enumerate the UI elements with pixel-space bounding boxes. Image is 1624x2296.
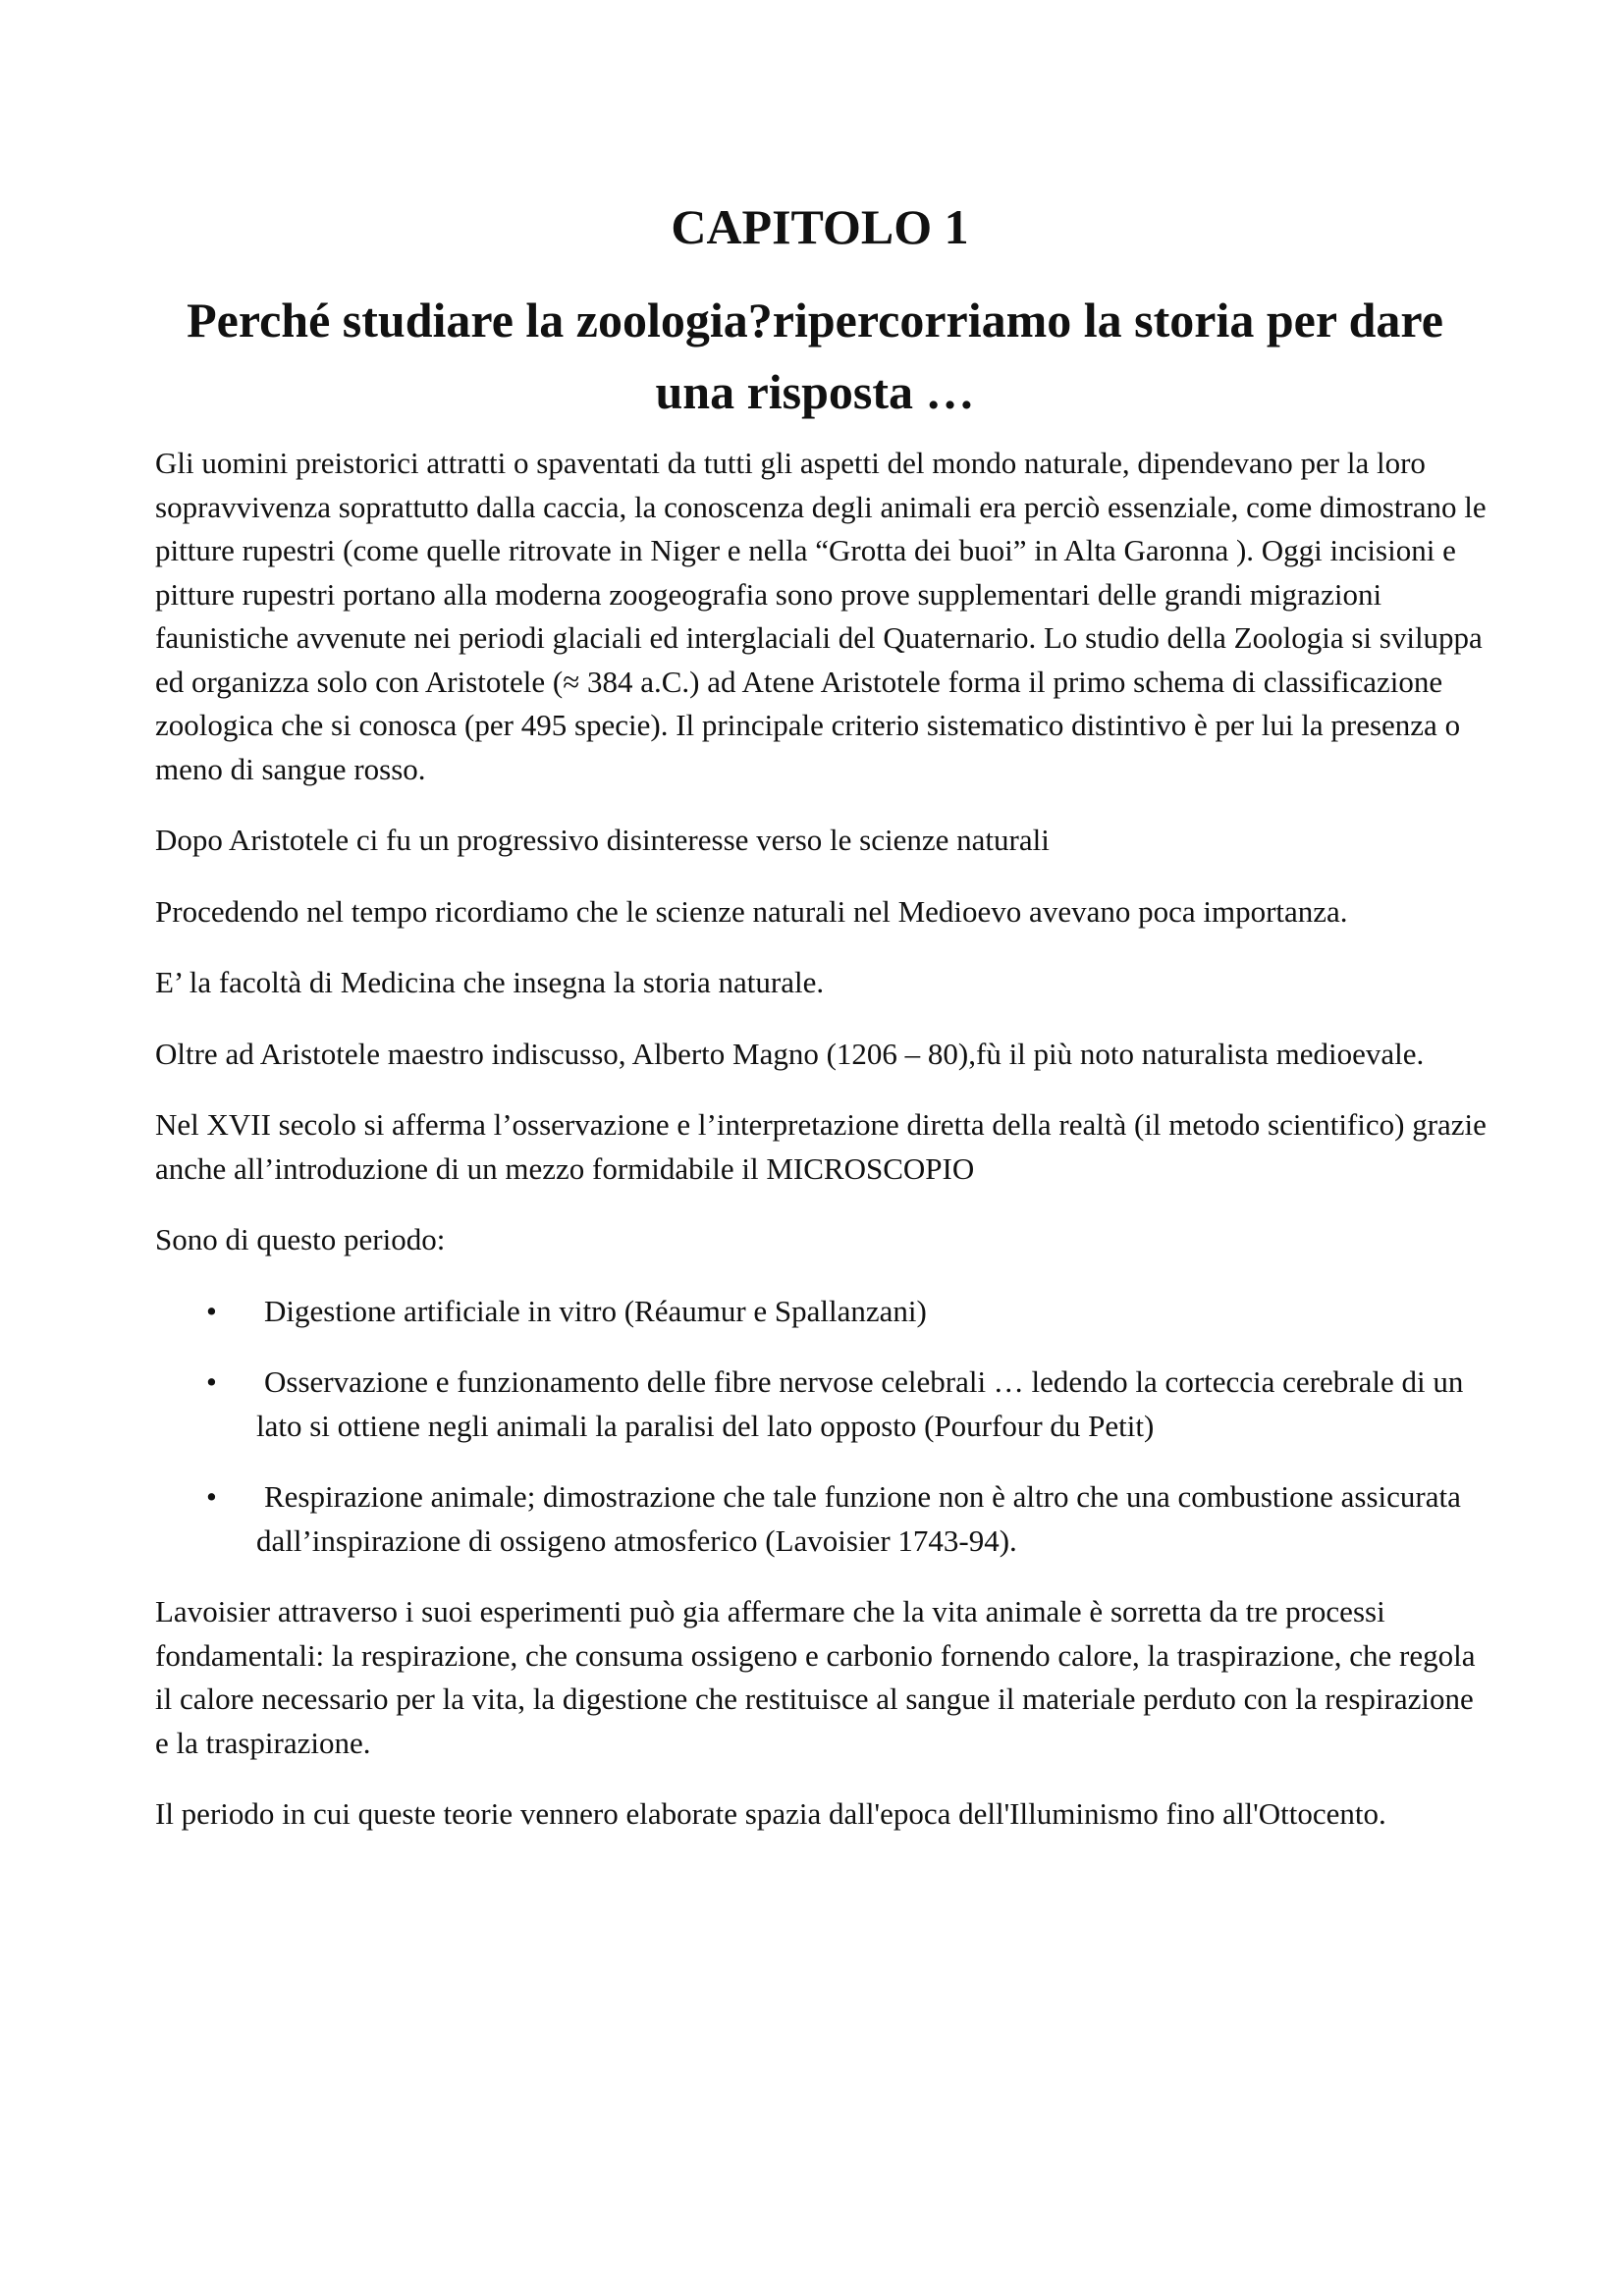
document-body — [155, 442, 1490, 1864]
bullet-icon: • — [206, 1293, 217, 1328]
list-intro: Sono di questo periodo: — [155, 1222, 446, 1256]
paragraph-intro: Gli uomini preistorici attratti o spaventati da tutti gli aspetti del mondo naturale, dipendevano per la loro sopravvivenza soprattutto dalla caccia, la conoscenza degli animali era perciò essenziale, come dimostrano le pitture rupestri (come quelle ritrovate in Niger e nella “Grotta dei buoi” in Alta Garonna ). Oggi incisioni e pitture rupestri portano alla moderna zoogeografia sono prove supplementari delle grandi migrazioni faunistiche avvenute nei periodi glaciali ed interglaciali del Quaternario. Lo studio della Zoologia si sviluppa ed organizza solo con Aristotele (≈ 384 a.C.) ad Atene Aristotele forma il primo schema di classificazione zoologica che si conosca (per 495 specie). Il principale criterio sistematico distintivo è per lui la presenza o meno di sangue rosso. — [155, 446, 1487, 786]
list-item — [155, 1475, 1490, 1563]
bullet-icon: • — [206, 1364, 217, 1399]
paragraph: Oltre ad Aristotele maestro indiscusso, Alberto Magno (1206 – 80),fù il più noto naturalista medioevale. — [155, 1036, 1425, 1071]
list-item-text: Osservazione e funzionamento delle fibre nervose celebrali … ledendo la corteccia cerebrale di un lato si ottiene negli animali la paralisi del lato opposto (Pourfour du Petit) — [256, 1364, 1464, 1443]
list-item — [155, 1290, 1490, 1334]
list-item-text: Respirazione animale; dimostrazione che tale funzione non è altro che una combustione assicurata dall’inspirazione di ossigeno atmosferico (Lavoisier 1743-94). — [256, 1479, 1461, 1558]
paragraph: E’ la facoltà di Medicina che insegna la storia naturale. — [155, 965, 825, 999]
list-item-text: Digestione artificiale in vitro (Réaumur e Spallanzani) — [264, 1293, 927, 1328]
chapter-subtitle: Perché studiare la zoologia?ripercorriamo la storia per dare una risposta … — [187, 293, 1443, 419]
paragraph-closing: Il periodo in cui queste teorie vennero elaborate spazia dall'epoca dell'Illuminismo fino all'Ottocento. — [155, 1796, 1386, 1831]
list-item — [155, 1361, 1490, 1448]
bullet-list — [155, 1290, 1490, 1564]
paragraph: Nel XVII secolo si afferma l’osservazione e l’interpretazione diretta della realtà (il metodo scientifico) grazie anche all’introduzione di un mezzo formidabile il MICROSCOPIO — [155, 1107, 1487, 1186]
paragraph-lavoisier: Lavoisier attraverso i suoi esperimenti può gia affermare che la vita animale è sorretta da tre processi fondamentali: la respirazione, che consuma ossigeno e carbonio fornendo calore, la traspirazione, che regola il calore necessario per la vita, la digestione che restituisce al sangue il materiale perduto con la respirazione e la traspirazione. — [155, 1594, 1476, 1760]
chapter-title: CAPITOLO 1 — [671, 199, 969, 254]
bullet-icon: • — [206, 1479, 217, 1514]
paragraph: Procedendo nel tempo ricordiamo che le scienze naturali nel Medioevo avevano poca importanza. — [155, 893, 1348, 929]
paragraph: Dopo Aristotele ci fu un progressivo disinteresse verso le scienze naturali — [155, 823, 1050, 857]
